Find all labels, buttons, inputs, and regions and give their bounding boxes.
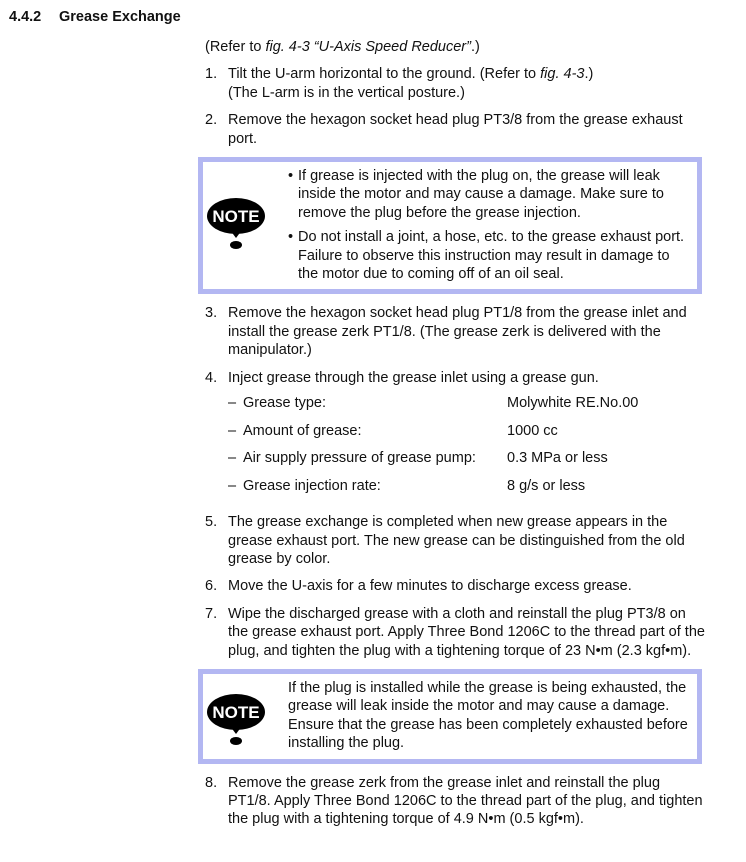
note-box-2 [198,669,702,764]
step-number: 8. [205,774,218,791]
spec-value: Molywhite RE.No.00 [507,395,639,412]
step-number: 7. [205,605,218,622]
step-number: 1. [205,66,218,83]
spec-label: Air supply pressure of grease pump: [243,450,476,467]
intro-suffix: .) [470,39,480,55]
note-bullet-text: If grease is injected with the plug on, the grease will leak inside the motor and may cause a damage. Make sure to remove the plug before the grease injection. [298,168,664,221]
dash: – [228,422,237,439]
step-number: 3. [205,305,218,322]
note-icon-label: NOTE [212,702,260,722]
step-1 [205,65,705,102]
note-icon-label: NOTE [212,207,260,227]
note-icon [206,192,266,252]
spec-value: 1000 cc [507,422,558,439]
dash: – [228,477,237,494]
step-number: 5. [205,514,218,531]
step-1-fig-link[interactable]: fig. 4-3 [540,66,585,83]
step-8 [205,774,705,829]
step-text: The grease exchange is completed when new grease appears in the grease exhaust port. The new grease can be distinguished from the old grease by color. [228,514,685,567]
spec-row [205,422,705,450]
step-4 [205,369,705,387]
step-number: 6. [205,578,218,595]
step-5 [205,513,705,568]
intro-prefix: (Refer to [205,39,266,55]
step-text: Remove the hexagon socket head plug PT1/8 from the grease inlet and install the grease zerk PT1/8. (The grease zerk is delivered with the manipulator.) [228,305,687,359]
spec-label: Amount of grease: [243,422,362,439]
step-1-text-c: (The L-arm is in the vertical posture.) [228,84,465,101]
note-icon [206,688,266,748]
step-7 [205,605,705,660]
note-bullet-text: Do not install a joint, a hose, etc. to the grease exhaust port. Failure to observe this instruction may result in damage to the motor due to coming off of an oil seal. [298,229,685,283]
section-heading [9,9,181,25]
step-text: Remove the grease zerk from the grease inlet and reinstall the plug PT1/8. Apply Three Bond 1206C to the thread part of the plug, and tighten the plug with a tightening torque of 4.9 N•m (0.5 kgf•m). [228,774,703,828]
dash: – [228,450,237,467]
step-6 [205,577,705,595]
step-1-text-b: .) [584,66,594,83]
step-1-text-a: Tilt the U-arm horizontal to the ground. (Refer to [228,66,541,83]
main-content [205,38,705,838]
section-title: Grease Exchange [59,9,181,25]
note-bullet [288,228,689,283]
step-text: Wipe the discharged grease with a cloth and reinstall the plug PT3/8 on the grease exhaust port. Apply Three Bond 1206C to the thread part of the plug, and tighten the plug with a tightening torque of 23 N•m (2.3 kgf•m). [228,605,705,659]
step-text: Inject grease through the grease inlet using a grease gun. [228,369,599,386]
spec-row [205,477,705,505]
spec-row [205,394,705,422]
step-2 [205,111,705,148]
step-text [228,65,705,102]
intro-fig[interactable]: fig. 4-3 [265,39,310,55]
note-body [288,162,697,289]
step-text: Remove the hexagon socket head plug PT3/8 from the grease exhaust port. [228,112,683,147]
spec-value: 0.3 MPa or less [507,450,608,467]
bullet-dot: • [288,229,294,246]
note-box-1 [198,157,702,294]
grease-spec-list [205,394,705,504]
spec-row [205,449,705,477]
note-text: If the plug is installed while the grease is being exhausted, the grease will leak inside the motor and may cause a damage. Ensure that the grease has been completely exhausted before installing the plug. [288,679,688,752]
section-number: 4.4.2 [9,9,42,25]
figure-reference [205,38,705,56]
spec-value: 8 g/s or less [507,477,586,494]
note-bullet [288,167,689,222]
spec-label: Grease type: [243,395,327,412]
step-number: 2. [205,112,218,129]
intro-fig-title: “U-Axis Speed Reducer” [309,39,471,55]
spec-label: Grease injection rate: [243,477,381,494]
dash: – [228,395,237,412]
bullet-dot: • [288,168,294,185]
note-body [288,674,697,759]
step-number: 4. [205,369,218,386]
step-3 [205,304,705,359]
step-text: Move the U-axis for a few minutes to discharge excess grease. [228,578,632,595]
